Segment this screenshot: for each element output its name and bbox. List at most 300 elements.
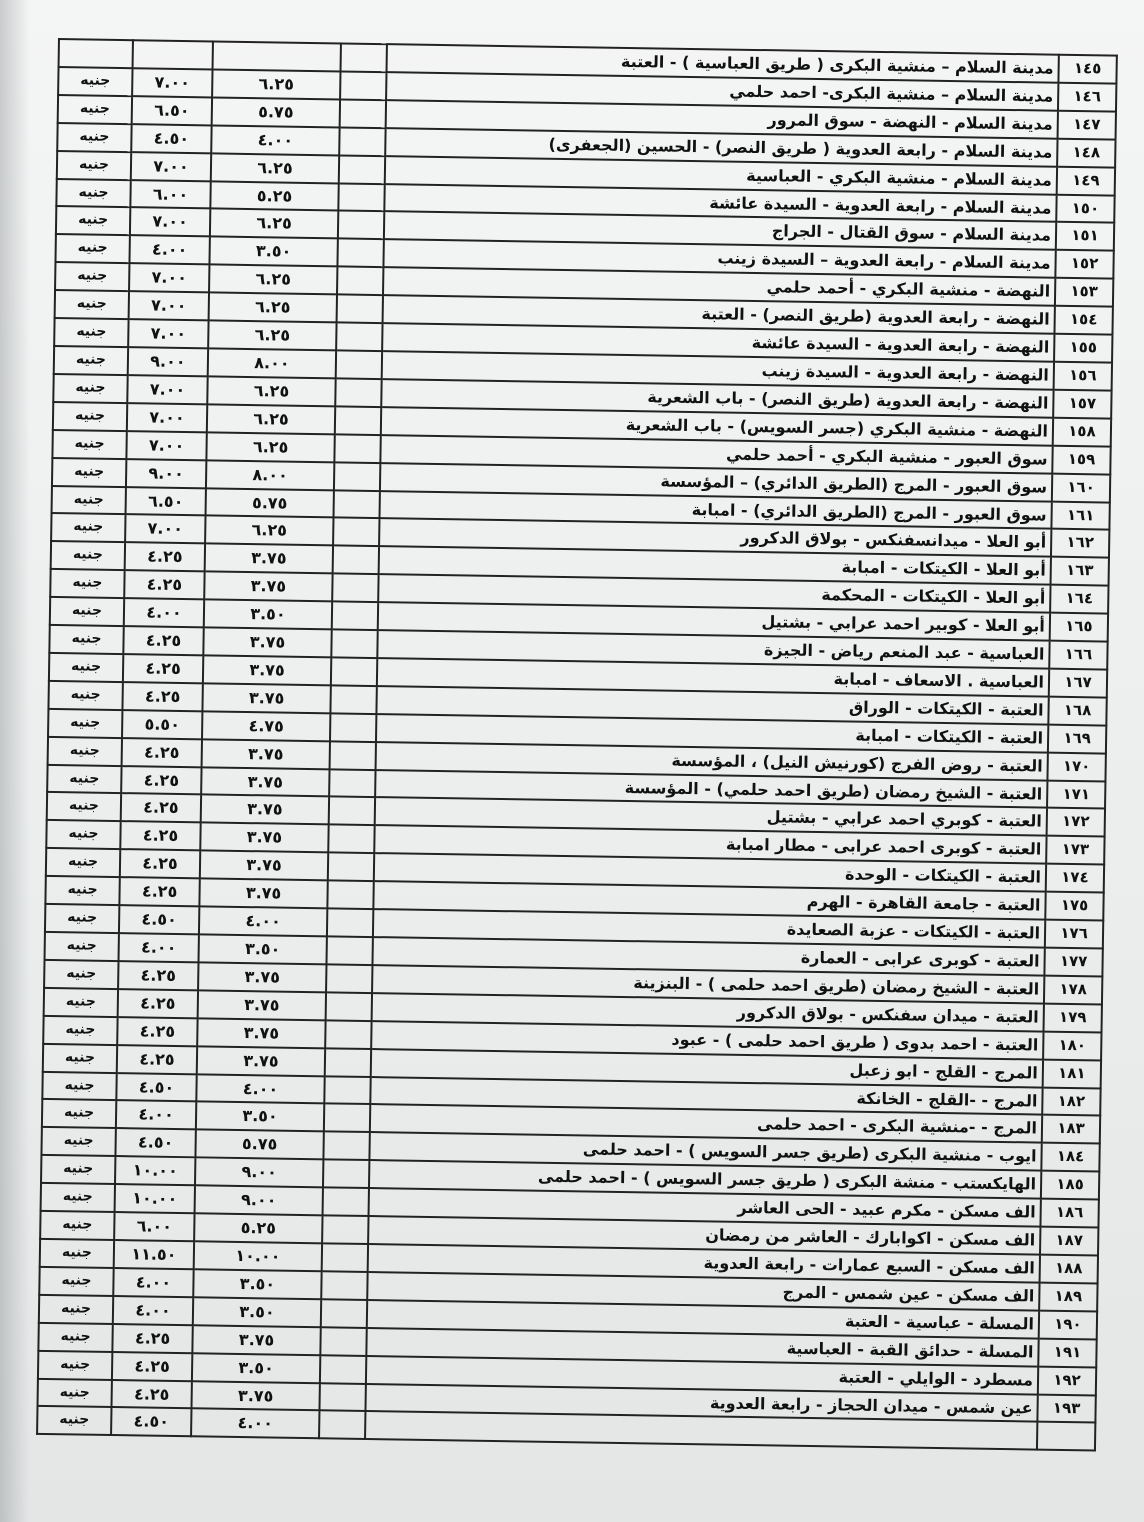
route-cell: العتبة - الشيخ رمضان (طريق احمد حلمى ) - البنزينة: [372, 965, 1044, 1003]
fare-a-cell: ٤.٠٠: [199, 906, 327, 936]
route-cell: مدينة السلام - رابعة العدوية ( طريق النصر) - الحسين (الجعفرى): [385, 128, 1057, 166]
route-cell: المسلة - حدائق القبة - العباسية: [366, 1328, 1038, 1366]
blank-cell: [329, 797, 375, 826]
fare-b-cell: ٤.٠٠: [113, 1268, 193, 1297]
currency-cell: جنيه: [52, 458, 126, 487]
route-number-cell: ١٦٩: [1048, 724, 1106, 753]
fare-b-cell: ٤.٢٥: [120, 821, 200, 850]
route-cell: سوق العبور - المرج (الطريق الدائري) - امبابة: [379, 491, 1051, 529]
route-number-cell: ١٦١: [1051, 501, 1109, 530]
blank-cell: [339, 127, 385, 156]
fare-b-cell: ٧.٠٠: [125, 515, 205, 544]
fare-b-cell: ٤.٢٥: [118, 989, 198, 1018]
fare-b-cell: ٤.٢٥: [111, 1380, 191, 1409]
fare-b-cell: ٤.٠٠: [124, 598, 204, 627]
fare-a-cell: ٦.٢٥: [206, 432, 334, 462]
blank-cell: [326, 992, 372, 1021]
fare-b-cell: ٤.٢٥: [121, 794, 201, 823]
route-cell: العباسية . الاسعاف - امبابة: [377, 658, 1049, 696]
fare-b-cell: ٤.٢٥: [112, 1324, 192, 1353]
currency-cell: جنيه: [56, 206, 130, 235]
blank-cell: [334, 462, 380, 491]
route-number-cell: ١٨٤: [1041, 1143, 1099, 1172]
fare-b-cell: ٤.٢٥: [119, 877, 199, 906]
currency-cell: جنيه: [50, 597, 124, 626]
route-cell: المسلة - عباسية - العتبة: [367, 1300, 1039, 1338]
currency-cell: جنيه: [58, 95, 132, 124]
route-cell: العتبة - الكيتكات - عزبة الصعايدة: [373, 909, 1045, 947]
fare-a-cell: ٤.٠٠: [211, 125, 339, 155]
fare-a-cell: ٨.٠٠: [208, 348, 336, 378]
blank-cell: [337, 295, 383, 324]
blank-cell: [328, 853, 374, 882]
blank-cell: [323, 1132, 369, 1161]
currency-cell: جنيه: [45, 904, 119, 933]
fare-a-cell: ٩.٠٠: [195, 1185, 323, 1215]
route-cell: العتبة - كوبرى عرابى - العمارة: [372, 937, 1044, 975]
fare-b-cell: ٧.٠٠: [127, 403, 207, 432]
fare-a-cell: ٣.٥٠: [193, 1269, 321, 1299]
currency-cell: جنيه: [37, 1406, 111, 1435]
route-cell: العتبة - كوبري احمد عرابي - بشتيل: [375, 798, 1047, 836]
fare-a-cell: ٣.٧٥: [197, 1046, 325, 1076]
route-number-cell: ١٧٨: [1044, 976, 1102, 1005]
route-cell: المرج - القلج - ابو زعبل: [371, 1049, 1043, 1087]
fare-b-cell: ٤.٢٥: [121, 766, 201, 795]
currency-cell: جنيه: [56, 179, 130, 208]
fare-b-cell: ٤.٥٠: [115, 1128, 195, 1157]
fare-b-cell: ٤.٥٠: [111, 1407, 191, 1436]
fare-b-cell: ٩.٠٠: [128, 347, 208, 376]
route-cell: مدينة السلام - النهضة - سوق المرور: [386, 100, 1058, 138]
blank-cell: [335, 406, 381, 435]
fare-b-cell: ٦.٠٠: [130, 180, 210, 209]
route-cell: أبو العلا - كوبير احمد عرابي - بشتيل: [378, 602, 1050, 640]
route-cell: عين شمس - ميدان الحجاز - رابعة العدوية: [365, 1384, 1037, 1422]
currency-cell: جنيه: [54, 318, 128, 347]
currency-cell: جنيه: [57, 123, 131, 152]
route-cell: مسطرد - الوايلي - العتبة: [366, 1356, 1038, 1394]
route-number-cell: [1037, 1422, 1095, 1451]
route-cell: ايوب - منشية البكرى (طريق جسر السويس ) - احمد حلمى: [369, 1132, 1041, 1170]
blank-cell: [327, 908, 373, 937]
blank-cell: [331, 629, 377, 658]
route-number-cell: ١٧٤: [1046, 864, 1104, 893]
blank-cell: [338, 183, 384, 212]
fare-b-cell: ٧.٠٠: [126, 431, 206, 460]
route-number-cell: ١٨٠: [1043, 1031, 1101, 1060]
blank-cell: [329, 769, 375, 798]
blank-cell: [322, 1215, 368, 1244]
route-cell: الف مسكن - اكوابارك - العاشر من رمضان: [368, 1216, 1040, 1254]
route-number-cell: ١٧٥: [1045, 892, 1103, 921]
fare-b-cell: ٧.٠٠: [131, 152, 211, 181]
route-cell: أبو العلا - الكيتكات - المحكمة: [378, 574, 1050, 612]
fare-b-cell: ٤.٢٥: [123, 654, 203, 683]
blank-cell: [341, 43, 387, 72]
fare-a-cell: ٣.٥٠: [209, 237, 337, 267]
fare-a-cell: ٣.٧٥: [202, 683, 330, 713]
route-number-cell: ١٤٧: [1058, 111, 1116, 140]
blank-cell: [320, 1355, 366, 1384]
blank-cell: [340, 99, 386, 128]
route-number-cell: ١٨١: [1043, 1059, 1101, 1088]
blank-cell: [320, 1327, 366, 1356]
fare-a-cell: ٣.٧٥: [192, 1325, 320, 1355]
route-number-cell: ١٨٣: [1042, 1115, 1100, 1144]
route-number-cell: ١٧١: [1047, 780, 1105, 809]
route-cell: العتبة - الشيخ رمضان (طريق احمد حلمي) - المؤسسة: [375, 770, 1047, 808]
route-number-cell: ١٨٥: [1041, 1171, 1099, 1200]
blank-cell: [325, 1020, 371, 1049]
fare-a-cell: ٦.٢٥: [205, 516, 333, 546]
route-cell: العتبة - احمد بدوى ( طريق احمد حلمى ) - عبود: [371, 1021, 1043, 1059]
route-number-cell: ١٦٢: [1051, 529, 1109, 558]
currency-cell: جنيه: [38, 1378, 112, 1407]
fare-b-cell: ٦.٠٠: [114, 1212, 194, 1241]
currency-cell: جنيه: [38, 1323, 112, 1352]
fare-table-body: [37, 39, 1117, 1451]
blank-cell: [323, 1160, 369, 1189]
fare-a-cell: ٥.٢٥: [194, 1213, 322, 1243]
fare-b-cell: ٧.٠٠: [127, 375, 207, 404]
currency-cell: جنيه: [46, 848, 120, 877]
currency-cell: جنيه: [45, 932, 119, 961]
route-cell: أبو العلا - الكيتكات - امبابة: [379, 546, 1051, 584]
route-number-cell: ١٥١: [1056, 222, 1114, 251]
route-number-cell: ١٨٨: [1040, 1255, 1098, 1284]
fare-b-cell: ٩.٠٠: [126, 459, 206, 488]
fare-a-cell: ٦.٢٥: [209, 265, 337, 295]
currency-cell: جنيه: [48, 709, 122, 738]
route-cell: الف مسكن - السبع عمارات - رابعة العدوية: [368, 1244, 1040, 1282]
blank-cell: [337, 267, 383, 296]
blank-cell: [340, 71, 386, 100]
fare-a-cell: ٥.٧٥: [195, 1130, 323, 1160]
currency-cell: جنيه: [41, 1183, 115, 1212]
fare-a-cell: ٥.٧٥: [212, 97, 340, 127]
route-cell: النهضة - رابعة العدوية (طريق النصر) - باب الشعرية: [381, 379, 1053, 417]
fare-a-cell: [213, 41, 341, 71]
blank-cell: [330, 741, 376, 770]
fare-a-cell: ٩.٠٠: [195, 1158, 323, 1188]
fare-b-cell: ٤.٥٠: [116, 1073, 196, 1102]
route-number-cell: ١٦٠: [1052, 473, 1110, 502]
route-cell: مدينة السلام – منشية البكرى- احمد حلمي: [386, 72, 1058, 110]
fare-b-cell: ٥.٥٠: [122, 710, 202, 739]
currency-cell: جنيه: [57, 151, 131, 180]
currency-cell: جنيه: [42, 1099, 116, 1128]
fare-a-cell: ٣.٧٥: [200, 823, 328, 853]
route-number-cell: ١٨٦: [1040, 1199, 1098, 1228]
currency-cell: جنيه: [47, 764, 121, 793]
blank-cell: [330, 685, 376, 714]
currency-cell: جنيه: [38, 1350, 112, 1379]
fare-b-cell: ٦.٥٠: [126, 487, 206, 516]
route-cell: المرج - -القلج - الخانكة: [370, 1077, 1042, 1115]
route-cell: العتبة - ميدان سفنكس - بولاق الدكرور: [372, 993, 1044, 1031]
fare-a-cell: ٣.٥٠: [192, 1353, 320, 1383]
fare-a-cell: ٣.٧٥: [205, 544, 333, 574]
fare-sheet: [36, 38, 1116, 1452]
page-edge-shadow: [0, 0, 30, 1522]
currency-cell: [59, 39, 133, 68]
currency-cell: جنيه: [39, 1267, 113, 1296]
blank-cell: [333, 546, 379, 575]
currency-cell: جنيه: [52, 430, 126, 459]
route-number-cell: ١٩٠: [1039, 1310, 1097, 1339]
blank-cell: [322, 1243, 368, 1272]
fare-table: [36, 38, 1118, 1452]
route-number-cell: ١٥٠: [1056, 194, 1114, 223]
route-number-cell: ١٥٤: [1054, 306, 1112, 335]
fare-a-cell: ٣.٥٠: [193, 1297, 321, 1327]
currency-cell: جنيه: [52, 485, 126, 514]
route-number-cell: ١٨٧: [1040, 1227, 1098, 1256]
fare-a-cell: ٦.٢٥: [209, 293, 337, 323]
fare-a-cell: ٤.٧٥: [202, 711, 330, 741]
fare-a-cell: ٣.٧٥: [203, 627, 331, 657]
fare-a-cell: ٣.٧٥: [202, 739, 330, 769]
route-cell: النهضة - منشية البكري (جسر السويس) - باب الشعرية: [381, 407, 1053, 445]
route-number-cell: ١٥٦: [1054, 362, 1112, 391]
route-number-cell: ١٧٩: [1044, 1003, 1102, 1032]
fare-b-cell: ٤.٢٥: [117, 1017, 197, 1046]
fare-a-cell: ٣.٧٥: [201, 767, 329, 797]
currency-cell: جنيه: [58, 67, 132, 96]
fare-b-cell: ٧.٠٠: [129, 291, 209, 320]
fare-b-cell: ٤.٠٠: [113, 1296, 193, 1325]
route-cell: العتبة - الكيتكات - الوحدة: [374, 853, 1046, 891]
route-number-cell: ١٥٩: [1052, 445, 1110, 474]
currency-cell: جنيه: [41, 1155, 115, 1184]
fare-a-cell: ٦.٢٥: [207, 376, 335, 406]
route-number-cell: ١٧٠: [1047, 752, 1105, 781]
fare-a-cell: ٣.٥٠: [196, 1102, 324, 1132]
route-cell: المرج - -منشية البكرى - احمد حلمى: [370, 1104, 1042, 1142]
route-number-cell: ١٩٢: [1038, 1366, 1096, 1395]
route-cell: مدينة السلام - منشية البكري - العباسية: [385, 156, 1057, 194]
route-number-cell: ١٦٤: [1050, 585, 1108, 614]
fare-a-cell: ٦.٢٥: [208, 320, 336, 350]
blank-cell: [325, 1048, 371, 1077]
route-number-cell: ١٧٦: [1045, 920, 1103, 949]
fare-a-cell: ٣.٥٠: [204, 599, 332, 629]
fare-b-cell: ١٠.٠٠: [115, 1184, 195, 1213]
fare-a-cell: ٣.٧٥: [199, 879, 327, 909]
currency-cell: جنيه: [40, 1239, 114, 1268]
blank-cell: [333, 490, 379, 519]
route-number-cell: ١٤٦: [1058, 83, 1116, 112]
route-cell: النهضة - رابعة العدوية - السيدة زينب: [382, 351, 1054, 389]
fare-a-cell: ٣.٧٥: [191, 1381, 319, 1411]
blank-cell: [334, 434, 380, 463]
blank-cell: [333, 518, 379, 547]
currency-cell: جنيه: [50, 569, 124, 598]
route-number-cell: ١٤٩: [1057, 166, 1115, 195]
currency-cell: جنيه: [48, 681, 122, 710]
fare-b-cell: ٤.٢٥: [122, 682, 202, 711]
currency-cell: جنيه: [49, 625, 123, 654]
route-cell: سوق العبور - منشية البكري - أحمد حلمي: [380, 435, 1052, 473]
fare-a-cell: ٣.٧٥: [203, 655, 331, 685]
currency-cell: جنيه: [43, 1044, 117, 1073]
route-cell: النهضة - رابعة العدوية (طريق النصر) - العتبة: [383, 295, 1055, 333]
blank-cell: [332, 574, 378, 603]
fare-a-cell: ٥.٧٥: [206, 488, 334, 518]
fare-b-cell: ٤.٢٥: [125, 542, 205, 571]
fare-b-cell: ٤.٢٥: [112, 1352, 192, 1381]
currency-cell: جنيه: [51, 513, 125, 542]
blank-cell: [330, 713, 376, 742]
currency-cell: جنيه: [53, 374, 127, 403]
route-number-cell: ١٥٧: [1053, 390, 1111, 419]
route-number-cell: ١٥٣: [1055, 278, 1113, 307]
currency-cell: جنيه: [44, 960, 118, 989]
fare-a-cell: ٤.٠٠: [191, 1409, 319, 1439]
fare-b-cell: ٤.٠٠: [116, 1100, 196, 1129]
currency-cell: جنيه: [55, 262, 129, 291]
blank-cell: [326, 936, 372, 965]
blank-cell: [319, 1411, 365, 1440]
route-number-cell: ١٨٢: [1042, 1087, 1100, 1116]
route-number-cell: ١٧٣: [1046, 836, 1104, 865]
blank-cell: [332, 602, 378, 631]
blank-cell: [338, 211, 384, 240]
fare-a-cell: ٣.٧٥: [204, 572, 332, 602]
route-cell: مدينة السلام - رابعة العدوية – السيدة زينب: [383, 239, 1055, 277]
fare-a-cell: ٣.٧٥: [197, 1018, 325, 1048]
fare-b-cell: ٧.٠٠: [128, 319, 208, 348]
fare-b-cell: [133, 40, 213, 69]
fare-b-cell: ٤.٢٥: [118, 961, 198, 990]
fare-a-cell: ٤.٠٠: [196, 1074, 324, 1104]
route-number-cell: ١٩١: [1038, 1338, 1096, 1367]
fare-a-cell: ٣.٧٥: [201, 795, 329, 825]
fare-b-cell: ٤.٢٥: [122, 738, 202, 767]
fare-b-cell: ٤.٢٥: [117, 1045, 197, 1074]
route-cell: الهايكستب - منشة البكرى ( طريق جسر السويس ) - احمد حلمى: [369, 1160, 1041, 1198]
route-cell: مدينة السلام - سوق القتال - الجراج: [384, 212, 1056, 250]
fare-b-cell: ٤.٥٠: [131, 124, 211, 153]
currency-cell: جنيه: [54, 346, 128, 375]
route-number-cell: ١٦٥: [1050, 613, 1108, 642]
route-number-cell: ١٨٩: [1039, 1282, 1097, 1311]
currency-cell: جنيه: [45, 876, 119, 905]
fare-a-cell: ٣.٥٠: [199, 934, 327, 964]
fare-b-cell: ٤.٠٠: [119, 933, 199, 962]
route-number-cell: ١٥٢: [1055, 250, 1113, 279]
fare-b-cell: ١١.٥٠: [114, 1240, 194, 1269]
route-cell: الف مسكن - عين شمس - المرج: [367, 1272, 1039, 1310]
route-number-cell: ١٦٣: [1051, 557, 1109, 586]
currency-cell: جنيه: [42, 1071, 116, 1100]
fare-a-cell: ٦.٢٥: [207, 404, 335, 434]
route-number-cell: ١٥٥: [1054, 334, 1112, 363]
fare-a-cell: ٦.٢٥: [212, 69, 340, 99]
route-cell: العتبة - الكيتكات - امبابة: [376, 714, 1048, 752]
route-cell: أبو العلا - ميدانسفنكس - بولاق الدكرور: [379, 519, 1051, 557]
route-cell: سوق العبور - المرج (الطريق الدائري) – المؤسسة: [380, 463, 1052, 501]
fare-a-cell: ١٠.٠٠: [194, 1241, 322, 1271]
currency-cell: جنيه: [41, 1127, 115, 1156]
fare-b-cell: ١٠.٠٠: [115, 1156, 195, 1185]
route-cell: العتبة - جامعة القاهرة - الهرم: [373, 881, 1045, 919]
currency-cell: جنيه: [44, 988, 118, 1017]
blank-cell: [324, 1104, 370, 1133]
route-cell: العتبة - كوبرى احمد عرابى - مطار امبابة: [374, 825, 1046, 863]
route-number-cell: ١٦٦: [1049, 641, 1107, 670]
route-cell: العتبة - روض الفرج (كورنيش النيل) ، المؤسسة: [376, 742, 1048, 780]
fare-a-cell: ٦.٢٥: [211, 153, 339, 183]
blank-cell: [324, 1076, 370, 1105]
fare-b-cell: ٤.٥٠: [119, 905, 199, 934]
currency-cell: جنيه: [55, 290, 129, 319]
route-cell: مدينة السلام - رابعة العدوية - السيدة عائشة: [384, 184, 1056, 222]
fare-a-cell: ٣.٧٥: [200, 851, 328, 881]
route-number-cell: ١٥٨: [1053, 417, 1111, 446]
currency-cell: جنيه: [47, 792, 121, 821]
fare-b-cell: ٧.٠٠: [130, 208, 210, 237]
currency-cell: جنيه: [53, 402, 127, 431]
currency-cell: جنيه: [51, 541, 125, 570]
fare-b-cell: ٤.٢٥: [120, 849, 200, 878]
route-number-cell: ١٧٧: [1044, 948, 1102, 977]
route-number-cell: ١٦٨: [1048, 696, 1106, 725]
blank-cell: [326, 964, 372, 993]
blank-cell: [336, 322, 382, 351]
blank-cell: [319, 1383, 365, 1412]
blank-cell: [337, 239, 383, 268]
route-cell: مدينة السلام – منشية البكرى ( طريق العباسية ) - العتبة: [387, 44, 1059, 82]
route-cell: العتبة - الكيتكات - الوراق: [376, 686, 1048, 724]
route-cell: العباسية - عبد المنعم رياض - الجيزة: [377, 630, 1049, 668]
route-cell: النهضة - رابعة العدوية - السيدة عائشة: [382, 323, 1054, 361]
fare-a-cell: ٦.٢٥: [210, 209, 338, 239]
blank-cell: [321, 1299, 367, 1328]
fare-b-cell: ٤.٢٥: [124, 570, 204, 599]
route-number-cell: ١٤٨: [1057, 138, 1115, 167]
blank-cell: [331, 657, 377, 686]
currency-cell: جنيه: [46, 820, 120, 849]
fare-a-cell: ٥.٢٥: [210, 181, 338, 211]
fare-b-cell: ٤.٢٥: [123, 626, 203, 655]
fare-b-cell: ٦.٥٠: [132, 96, 212, 125]
currency-cell: جنيه: [39, 1295, 113, 1324]
blank-cell: [335, 378, 381, 407]
blank-cell: [328, 825, 374, 854]
fare-b-cell: ٧.٠٠: [129, 263, 209, 292]
currency-cell: جنيه: [55, 234, 129, 263]
blank-cell: [321, 1271, 367, 1300]
currency-cell: جنيه: [49, 653, 123, 682]
route-number-cell: ١٧٢: [1047, 808, 1105, 837]
fare-a-cell: ٨.٠٠: [206, 460, 334, 490]
route-number-cell: ١٩٣: [1037, 1394, 1095, 1423]
currency-cell: جنيه: [43, 1016, 117, 1045]
fare-a-cell: ٣.٧٥: [198, 962, 326, 992]
currency-cell: جنيه: [48, 737, 122, 766]
blank-cell: [336, 350, 382, 379]
blank-cell: [339, 155, 385, 184]
route-cell: الف مسكن - مكرم عبيد - الحى العاشر: [369, 1188, 1041, 1226]
blank-cell: [323, 1187, 369, 1216]
route-cell: النهضة - منشية البكري - أحمد حلمي: [383, 267, 1055, 305]
route-number-cell: ١٦٧: [1049, 669, 1107, 698]
fare-b-cell: ٧.٠٠: [132, 68, 212, 97]
fare-a-cell: ٣.٧٥: [198, 990, 326, 1020]
fare-b-cell: ٤.٠٠: [129, 235, 209, 264]
